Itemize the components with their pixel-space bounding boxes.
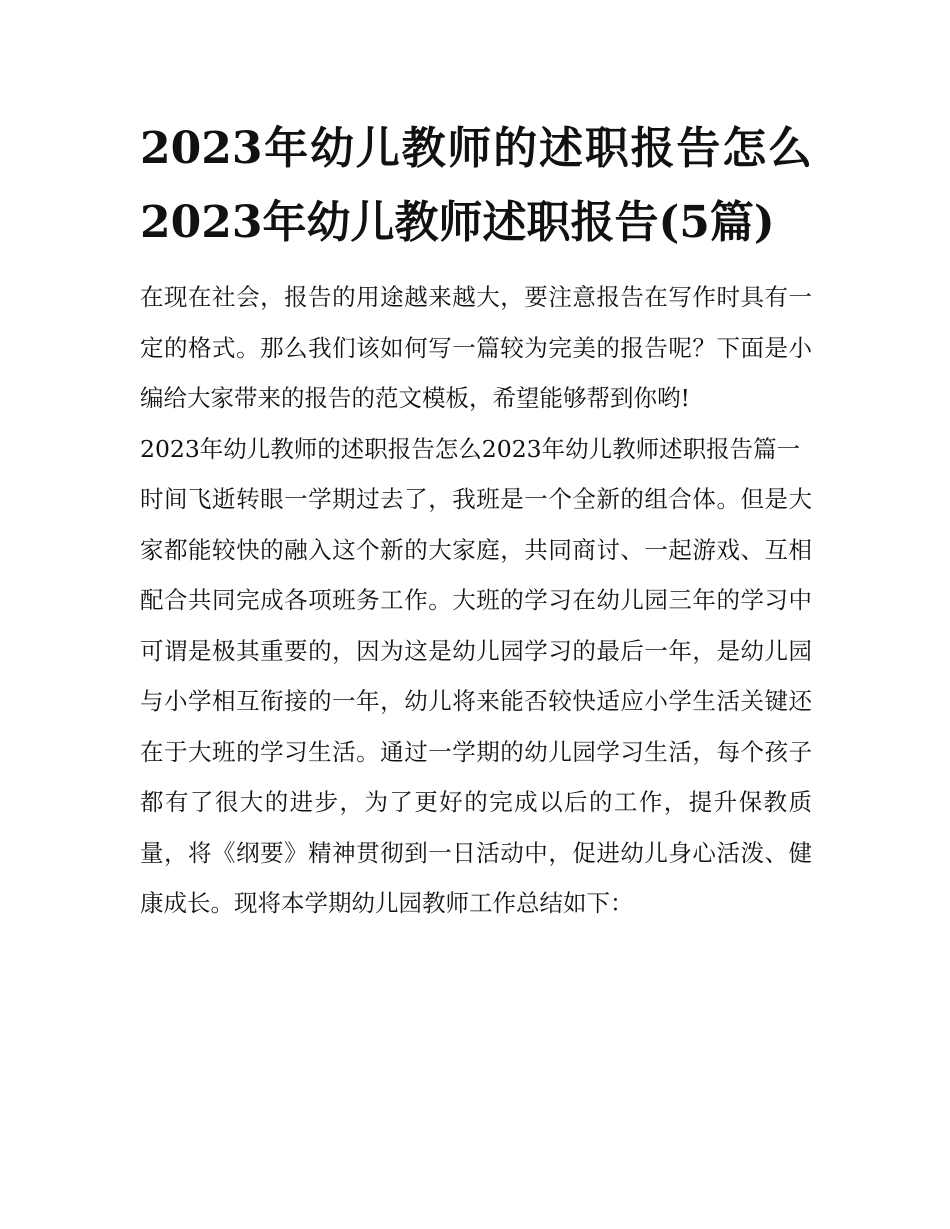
intro-paragraph: 在现在社会，报告的用途越来越大，要注意报告在写作时具有一定的格式。那么我们该如何写一篇较为完美的报告呢？下面是小编给大家带来的报告的范文模板，希望能够帮到你哟! (140, 283, 812, 412)
section-heading: 2023年幼儿教师的述职报告怎么2023年幼儿教师述职报告篇一 (140, 434, 801, 463)
document-title: 2023年幼儿教师的述职报告怎么2023年幼儿教师述职报告(5篇) (140, 123, 812, 248)
document-page (140, 112, 812, 929)
body-paragraph: 时间飞逝转眼一学期过去了，我班是一个全新的组合体。但是大家都能较快的融入这个新的大家庭，共同商讨、一起游戏、互相配合共同完成各项班务工作。大班的学习在幼儿园三年的学习中可谓是极其重要的，因为这是幼儿园学习的最后一年，是幼儿园与小学相互衔接的一年，幼儿将来能否较快适应小学生活关键还在于大班的学习生活。通过一学期的幼儿园学习生活，每个孩子都有了很大的进步，为了更好的完成以后的工作，提升保教质量，将《纲要》精神贯彻到一日活动中，促进幼儿身心活泼、健康成长。现将本学期幼儿园教师工作总结如下： (140, 485, 812, 917)
